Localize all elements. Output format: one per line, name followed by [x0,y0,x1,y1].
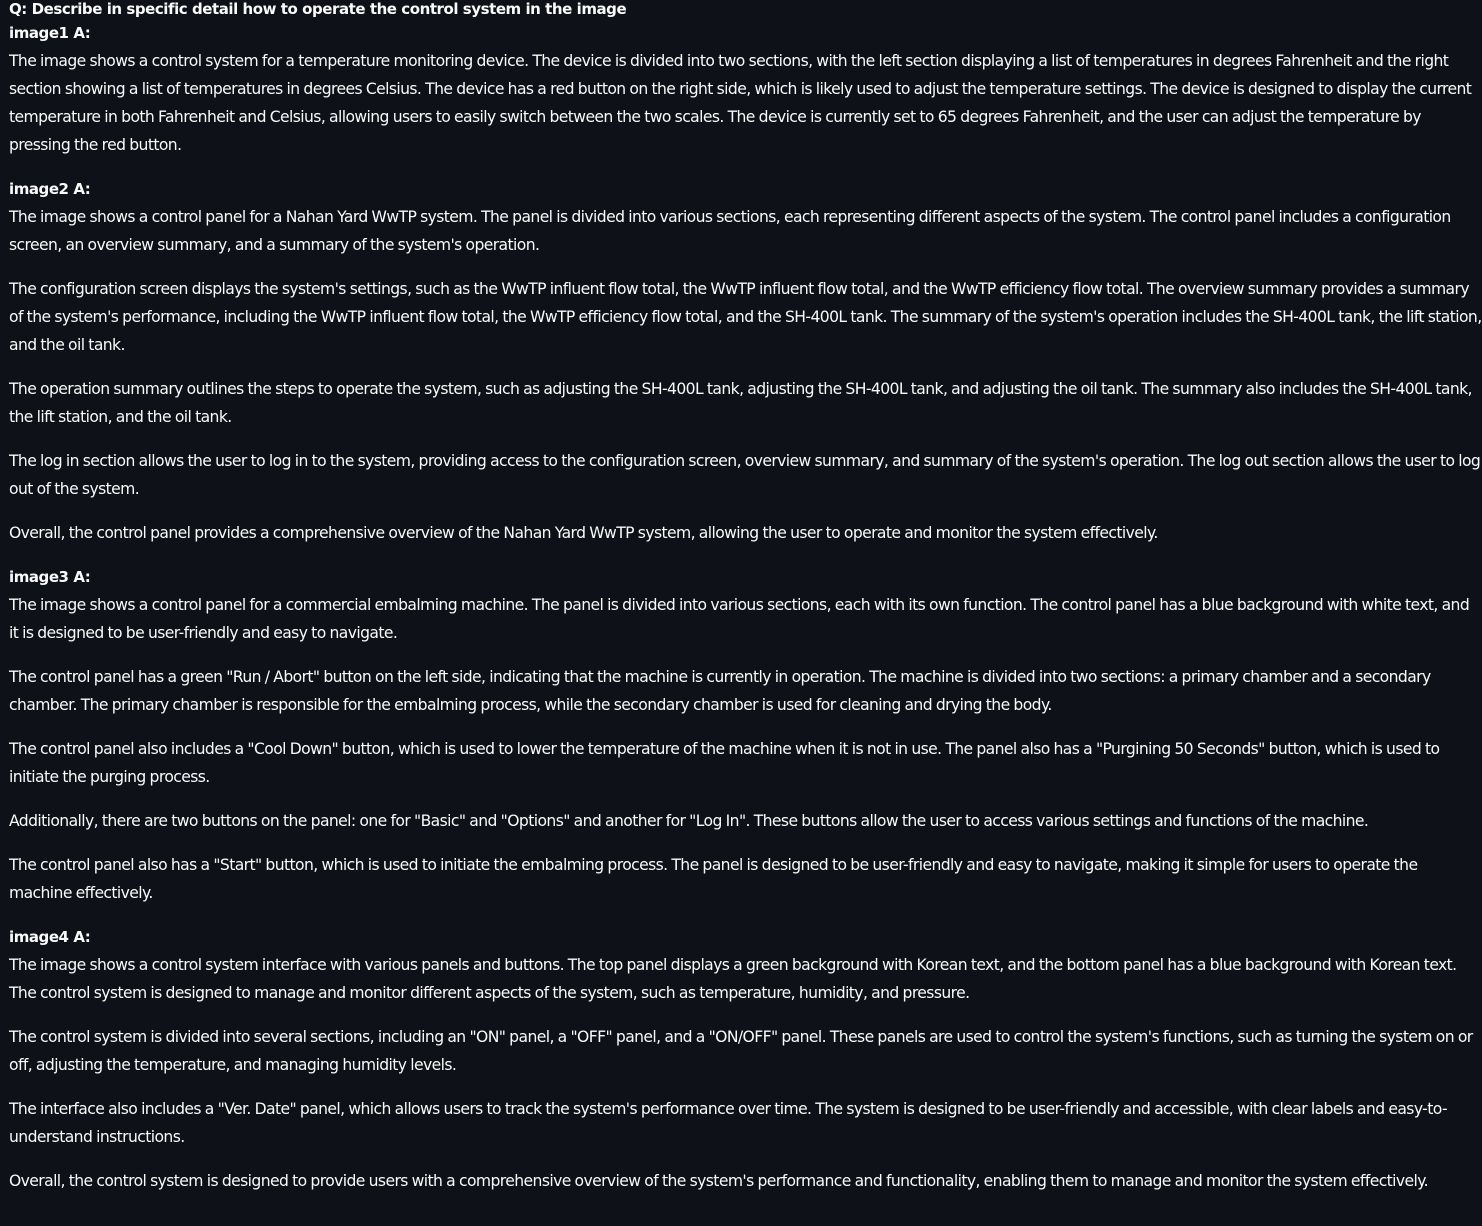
answer-paragraph: The image shows a control panel for a Nahan Yard WwTP system. The panel is divided into various sections, each representing different aspects of the system. The control panel includes a configuration screen, an overview summary, and a summary of the system's operation. [9,208,1451,254]
answer-paragraph: The log in section allows the user to log in to the system, providing access to the configuration screen, overview summary, and summary of the system's operation. The log out section allows the user to log out of the system. [9,452,1481,498]
answer-heading: image4 A: [9,928,91,946]
answer-paragraph: The configuration screen displays the system's settings, such as the WwTP influent flow total, the WwTP influent flow total, and the WwTP efficiency flow total. The overview summary provides a summary of the system's performance, including the WwTP influent flow total, the WwTP efficiency flow total, and the SH-400L tank. The summary of the system's operation includes the SH-400L tank, the lift station, and the oil tank. [9,280,1482,354]
answer-heading: image2 A: [9,180,91,198]
answer-paragraph: The interface also includes a "Ver. Date" panel, which allows users to track the system's performance over time. The system is designed to be user-friendly and accessible, with clear labels and easy-to-understand instructions. [9,1100,1447,1146]
answer-paragraph: Overall, the control system is designed to provide users with a comprehensive overview of the system's performance and functionality, enabling them to manage and monitor the system effectively. [9,1172,1429,1190]
answer-paragraph: The image shows a control system for a temperature monitoring device. The device is divided into two sections, with the left section displaying a list of temperatures in degrees Fahrenheit and the right section showing a list of temperatures in degrees Celsius. The device has a red button on the right side, which is likely used to adjust the temperature settings. The device is designed to display the current temperature in both Fahrenheit and Celsius, allowing users to easily switch between the two scales. The device is currently set to 65 degrees Fahrenheit, and the user can adjust the temperature by pressing the red button. [9,52,1472,154]
answer-image3 [9,563,1482,907]
question-heading: Q: Describe in specific detail how to operate the control system in the image [9,0,627,18]
answer-paragraph: Additionally, there are two buttons on the panel: one for "Basic" and "Options" and another for "Log In". These buttons allow the user to access various settings and functions of the machine. [9,812,1369,830]
answer-paragraph: The operation summary outlines the steps to operate the system, such as adjusting the SH-400L tank, adjusting the SH-400L tank, and adjusting the oil tank. The summary also includes the SH-400L tank, the lift station, and the oil tank. [9,380,1472,426]
answer-heading: image1 A: [9,24,91,42]
answer-paragraph: The control panel also includes a "Cool Down" button, which is used to lower the temperature of the machine when it is not in use. The panel also has a "Purgining 50 Seconds" button, which is used to initiate the purging process. [9,740,1440,786]
answer-paragraph: The image shows a control panel for a commercial embalming machine. The panel is divided into various sections, each with its own function. The control panel has a blue background with white text, and it is designed to be user-friendly and easy to navigate. [9,596,1470,642]
answer-paragraph: The control panel has a green "Run / Abort" button on the left side, indicating that the machine is currently in operation. The machine is divided into two sections: a primary chamber and a secondary chamber. The primary chamber is responsible for the embalming process, while the secondary chamber is used for cleaning and drying the body. [9,668,1431,714]
answer-image1 [9,19,1482,159]
answer-paragraph: The image shows a control system interface with various panels and buttons. The top panel displays a green background with Korean text, and the bottom panel has a blue background with Korean text. The control system is designed to manage and monitor different aspects of the system, such as temperature, humidity, and pressure. [9,956,1457,1002]
answer-image2 [9,175,1482,547]
answer-paragraph: The control panel also has a "Start" button, which is used to initiate the embalming process. The panel is designed to be user-friendly and easy to navigate, making it simple for users to operate the machine effectively. [9,856,1418,902]
answer-heading: image3 A: [9,568,91,586]
answer-paragraph: Overall, the control panel provides a comprehensive overview of the Nahan Yard WwTP system, allowing the user to operate and monitor the system effectively. [9,524,1158,542]
answer-image4 [9,923,1482,1195]
answer-paragraph: The control system is divided into several sections, including an "ON" panel, a "OFF" panel, and a "ON/OFF" panel. These panels are used to control the system's functions, such as turning the system on or off, adjusting the temperature, and managing humidity levels. [9,1028,1473,1074]
